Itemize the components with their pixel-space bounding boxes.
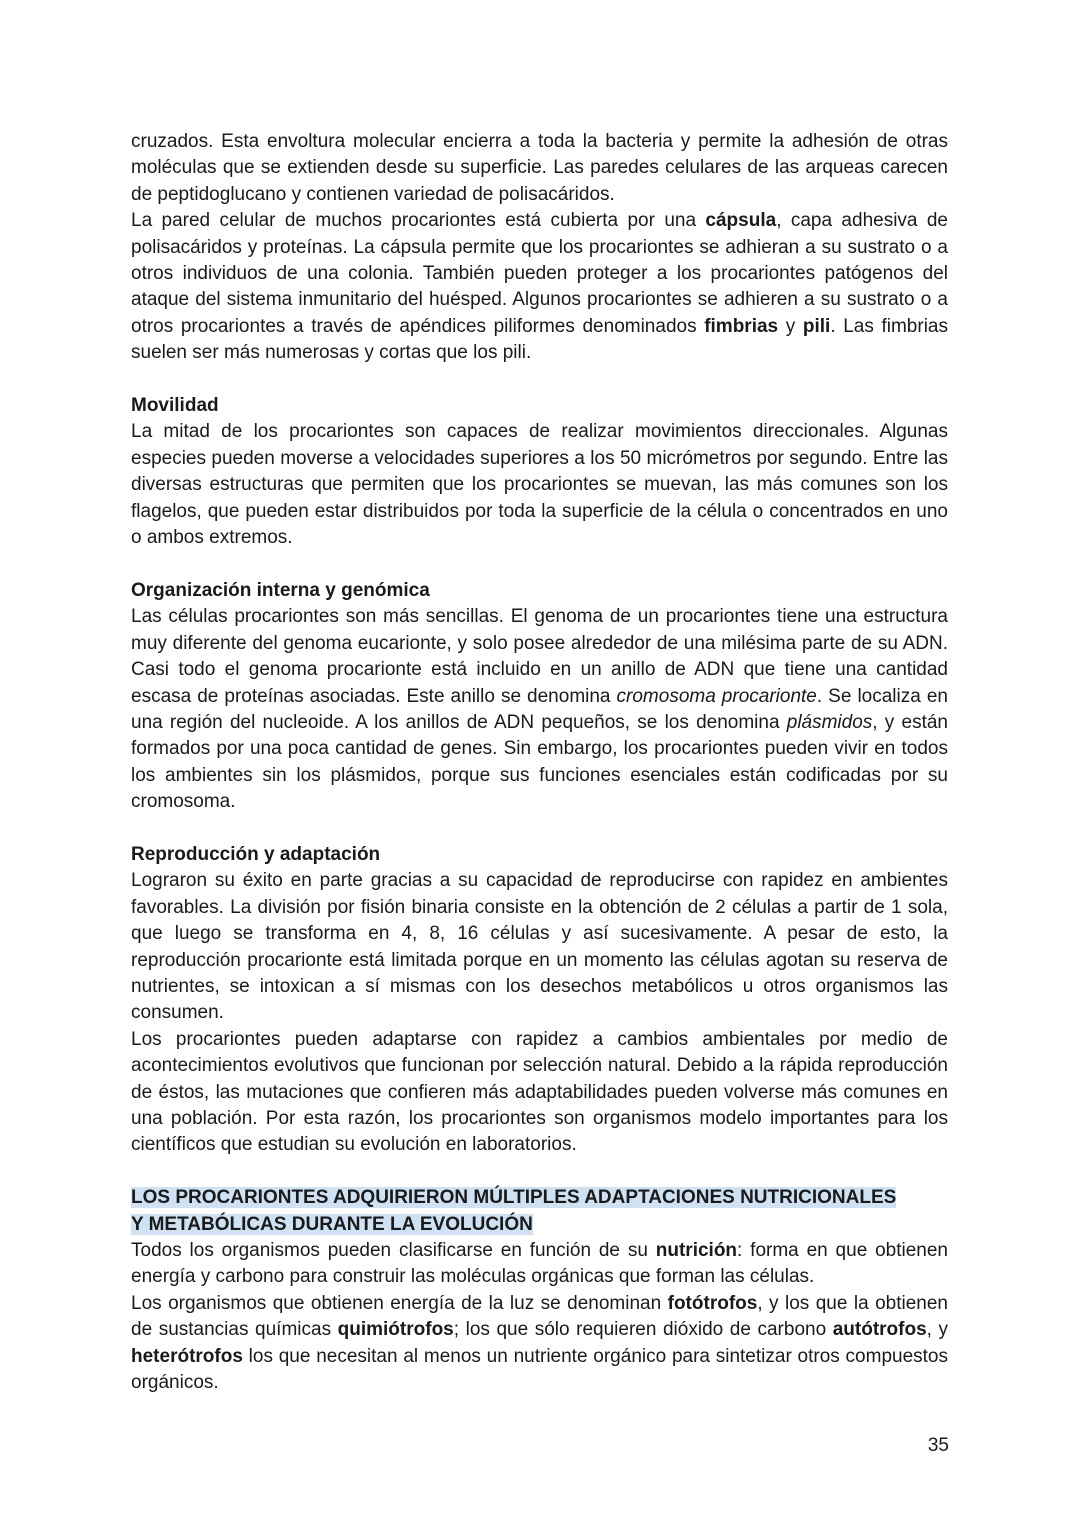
- term-quimiotrofos: quimiótrofos: [337, 1319, 454, 1341]
- text-run: ; los que sólo requieren dióxido de carbono: [453, 1319, 833, 1341]
- text-run: . Se localiza en una región del nucleoide. A los anillos de ADN pequeños, se los denomina: [131, 685, 948, 733]
- spacer: [131, 1159, 948, 1185]
- term-fototrofos: fotótrofos: [667, 1292, 758, 1314]
- text-run: . Las fimbrias suelen ser más numerosas y cortas que los pili.: [131, 315, 948, 364]
- paragraph-cell-wall: cruzados. Esta envoltura molecular encierra a toda la bacteria y permite la adhesión de otras moléculas que se extienden desde su superficie. Las paredes celulares de las arqueas carecen de peptidoglucano y contienen variedad de polisacáridos.: [131, 131, 948, 205]
- page-number: 35: [927, 1435, 949, 1456]
- section-heading: [131, 1185, 948, 1238]
- term-cromosoma-procarionte: cromosoma procarionte: [616, 685, 817, 707]
- paragraph-reproduccion: Lograron su éxito en parte gracias a su capacidad de reproducirse con rapidez en ambientes favorables. La división por fisión binaria consiste en la obtención de 2 células a partir de 1 sola, que luego se transforma en 4, 8, 16 células y así sucesivamente. A pesar de esto, la reproducción procarionte está limitada porque en un momento las células agotan su reserva de nutrientes, se intoxican a sí mismas con los desechos metabólicos u otros organismos las consumen.: [131, 870, 948, 1024]
- heading-organizacion: Organización interna y genómica: [131, 579, 430, 601]
- term-nutricion: nutrición: [655, 1240, 738, 1261]
- term-heterotrofos: heterótrofos: [131, 1345, 243, 1367]
- paragraph-capsule: [131, 208, 948, 366]
- term-fimbrias: fimbrias: [704, 315, 779, 337]
- section-heading-line-1: LOS PROCARIONTES ADQUIRIERON MÚLTIPLES ADAPTACIONES NUTRICIONALES: [131, 1187, 897, 1209]
- section-heading-line-2: Y METABÓLICAS DURANTE LA EVOLUCIÓN: [131, 1213, 533, 1235]
- spacer: [131, 551, 948, 577]
- paragraph-movilidad: La mitad de los procariontes son capaces de realizar movimientos direccionales. Algunas especies pueden moverse a velocidades superiores a los 50 micrómetros por segundo. Entre las diversas estructuras que permiten que los procariontes se muevan, las más comunes son los flagelos, que pueden estar distribuidos por toda la superficie de la célula o concentrados en uno o ambos extremos.: [131, 421, 948, 549]
- term-capsula: cápsula: [705, 210, 777, 232]
- text-run: Las células procariontes son más sencillas. El genoma de un procariontes tiene una estructura muy diferente del genoma eucarionte, y solo posee alrededor de una milésima parte de su ADN. Casi todo el genoma procarionte está incluido en un anillo de ADN que tiene una cantidad escasa de proteínas asociadas. Este anillo se denomina: [131, 606, 948, 707]
- text-run: , y están formados por una poca cantidad de genes. Sin embargo, los procariontes pueden vivir en todos los ambientes sin los plásmidos, porque sus funciones esenciales están codificadas por su cromosoma.: [131, 711, 948, 813]
- text-run: , y: [926, 1319, 949, 1341]
- spacer: [131, 816, 948, 842]
- paragraph-trofos: [131, 1291, 948, 1397]
- paragraph-organizacion: [131, 604, 948, 815]
- text-run: Los organismos que obtienen energía de la luz se denominan: [131, 1292, 668, 1314]
- text-run: los que necesitan al menos un nutriente orgánico para sintetizar otros compuestos orgánicos.: [131, 1345, 948, 1394]
- text-run: , capa adhesiva de polisacáridos y proteínas. La cápsula permite que los procariontes se adhieran a su sustrato o a otros individuos de una colonia. También pueden proteger a los procariontes patógenos del ataque del sistema inmunitario del huésped. Algunos procariontes se adhieren a su sustrato o a otros procariontes a través de apéndices piliformes denominados: [131, 210, 949, 337]
- text-run: y: [778, 315, 803, 337]
- term-autotrofos: autótrofos: [832, 1319, 927, 1341]
- heading-movilidad: Movilidad: [131, 395, 219, 417]
- paragraph-nutricion: [131, 1238, 948, 1291]
- spacer: [131, 367, 948, 393]
- paragraph-adaptacion: Los procariontes pueden adaptarse con rapidez a cambios ambientales por medio de acontecimientos evolutivos que funcionan por selección natural. Debido a la rápida reproducción de éstos, las mutaciones que confieren más adaptabilidades pueden volverse más comunes en una población. Por esta razón, los procariontes son organismos modelo importantes para los científicos que estudian su evolución en laboratorios.: [131, 1028, 948, 1156]
- page-content: [131, 129, 948, 1396]
- term-plasmidos: plásmidos: [786, 711, 873, 733]
- text-run: Todos los organismos pueden clasificarse en función de su: [131, 1240, 656, 1261]
- text-run: La pared celular de muchos procariontes está cubierta por una: [131, 210, 706, 232]
- heading-reproduccion: Reproducción y adaptación: [131, 843, 381, 865]
- term-pili: pili: [802, 315, 831, 337]
- text-run: : forma en que obtienen energía y carbono para construir las moléculas orgánicas que forman las células.: [131, 1240, 948, 1288]
- text-run: , y los que la obtienen de sustancias químicas: [131, 1292, 949, 1341]
